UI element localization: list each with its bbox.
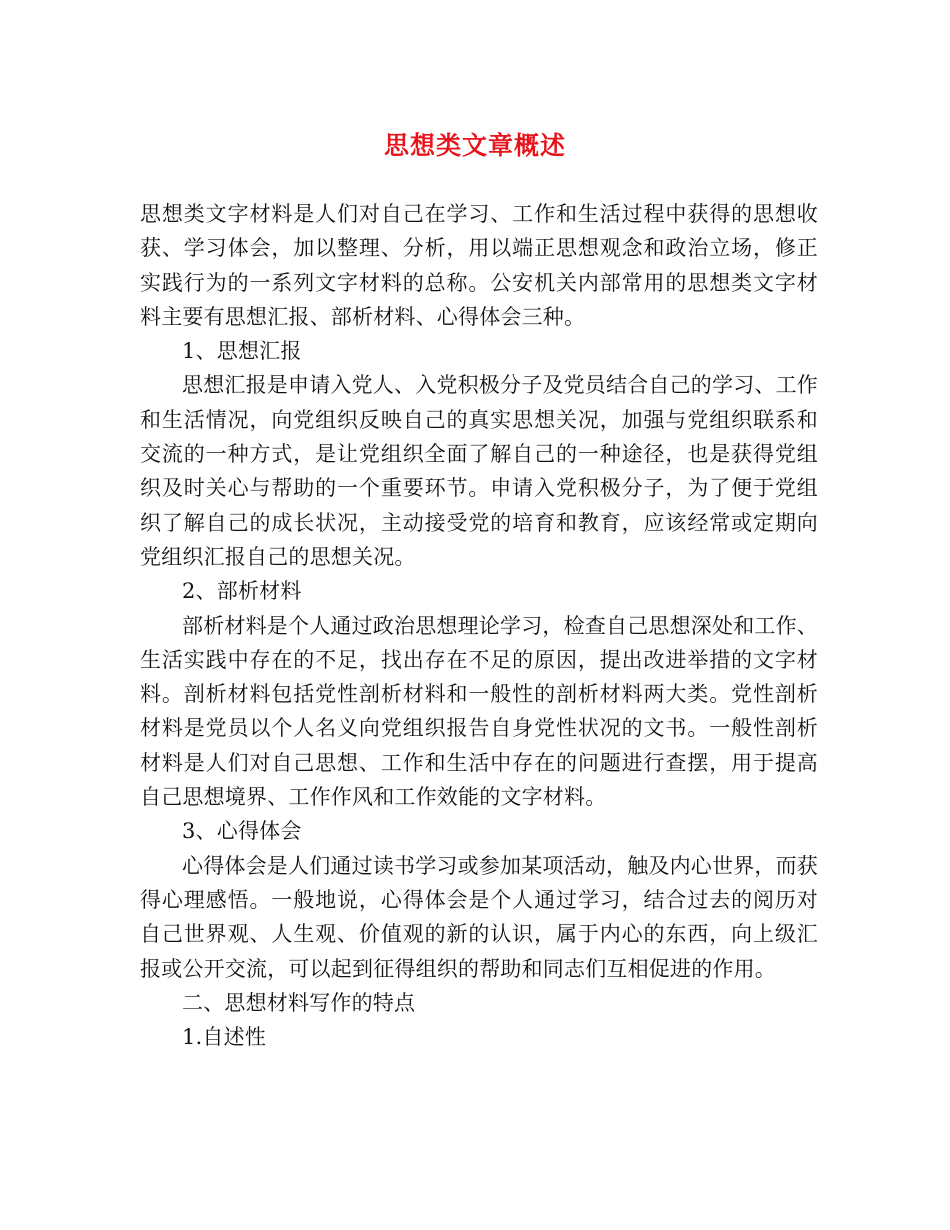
section-heading-thought-report: 1、思想汇报 [182, 339, 302, 364]
section-heading-writing-features: 二、思想材料写作的特点 [182, 990, 416, 1015]
thought-report-paragraph: 思想汇报是申请入党人、入党积极分子及党员结合自己的学习、工作和生活情况，向党组织反映自己的真实思想关况，加强与党组织联系和交流的一种方式，是让党组织全面了解自己的一种途径，也是获得党组织及时关心与帮助的一个重要环节。申请入党积极分子，为了便于党组织了解自己的成长状况，主动接受党的培育和教育，应该经常或定期向党组织汇报自己的思想关况。 [140, 373, 818, 569]
section-heading-analysis-material: 2、部析材料 [182, 579, 302, 604]
document-body [140, 197, 818, 1054]
document-title: 思想类文章概述 [383, 131, 566, 160]
section-heading-reflections: 3、心得体会 [182, 819, 302, 844]
reflections-paragraph: 心得体会是人们通过读书学习或参加某项活动，触及内心世界，而获得心理感悟。一般地说，心得体会是个人通过学习，结合过去的阅历对自己世界观、人生观、价值观的新的认识，属于内心的东西，向上级汇报或公开交流，可以起到征得组织的帮助和同志们互相促进的作用。 [140, 853, 818, 981]
intro-paragraph: 思想类文字材料是人们对自己在学习、工作和生活过程中获得的思想收获、学习体会，加以整理、分析，用以端正思想观念和政治立场，修正实践行为的一系列文字材料的总称。公安机关内部常用的思想类文字材料主要有思想汇报、部析材料、心得体会三种。 [140, 202, 818, 329]
subsection-heading-self-narrative: 1.自述性 [182, 1025, 267, 1050]
analysis-material-paragraph: 部析材料是个人通过政治思想理论学习，检查自己思想深处和工作、生活实践中存在的不足，找出存在不足的原因，提出改进举措的文字材料。剖析材料包括党性剖析材料和一般性的剖析材料两大类。党性剖析材料是党员以个人名义向党组织报告自身党性状况的文书。一般性剖析材料是人们对自己思想、工作和生活中存在的问题进行查摆，用于提高自己思想境界、工作作风和工作效能的文字材料。 [140, 613, 818, 810]
